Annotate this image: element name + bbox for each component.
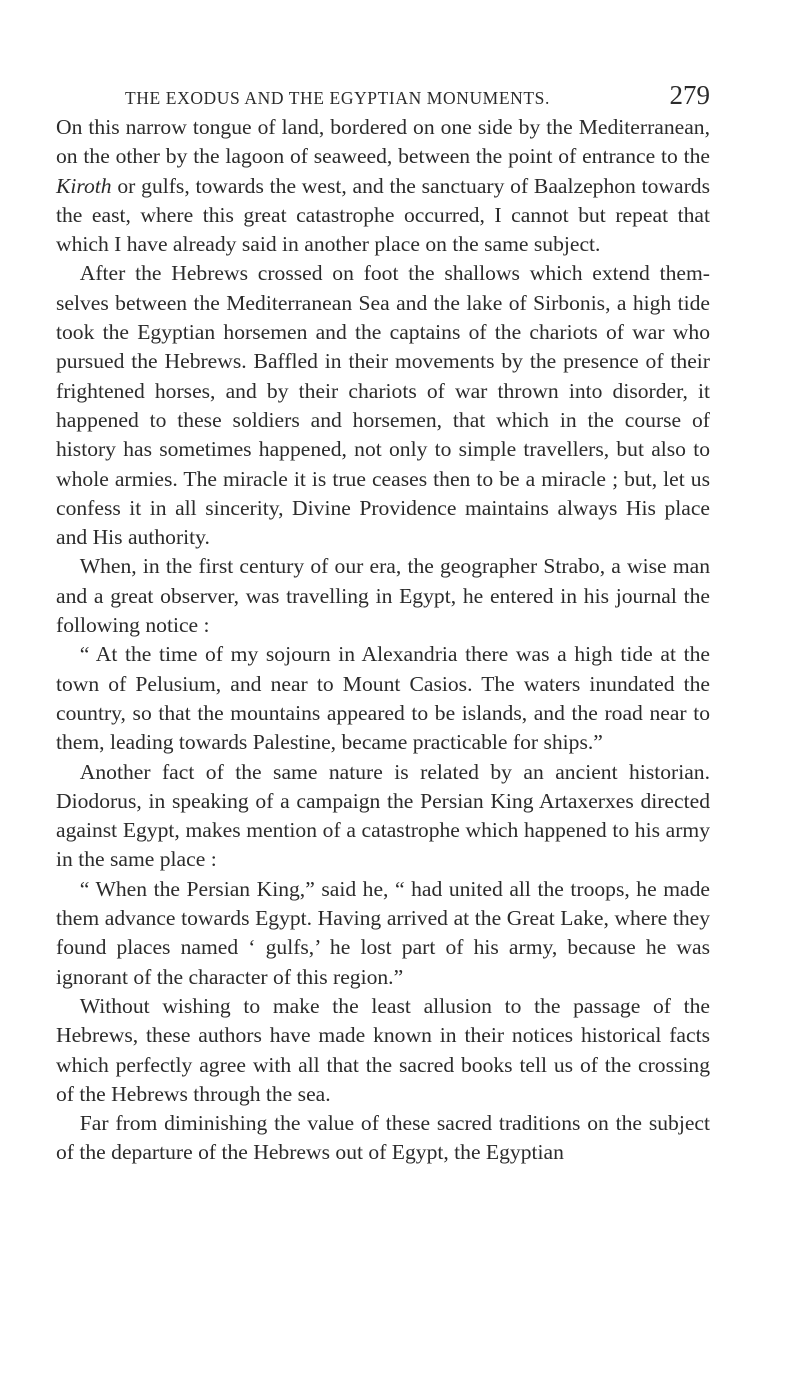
paragraph-4-quotation-strabo: “ At the time of my sojourn in Alexandria there was a high tide at the town of Pelusium, and near to Mount Casios. The waters inundated the country, so that the mountains appeared to be islands, and the road near to them, leading towards Palestine, became practicable for ships.” [56,642,710,755]
paragraph-2: After the Hebrews crossed on foot the shallows which extend themselves between the Mediterranean Sea and the lake of Sirbonis, a high tide took the Egyptian horsemen and the captains of the chariots of war who pursued the Hebrews. Baffled in their movements by the presence of their frightened horses, and by their chariots of war thrown into disorder, it happened to these soldiers and horsemen, that which in the course of history has sometimes happened, not only to simple travellers, but also to whole armies. The miracle it is true ceases then to be a miracle ; but, let us confess it in all sincerity, Divine Providence maintains always His place and His authority. [56,261,710,550]
body-text [56,113,710,1168]
running-head-title: THE EXODUS AND THE EGYPTIAN MONUMENTS. [125,88,550,108]
paragraph-3: When, in the first century of our era, the geographer Strabo, a wise man and a great observer, was travelling in Egypt, he entered in his journal the following notice : [56,554,710,638]
paragraph-1 [56,113,710,259]
paragraph-6-quotation-diodorus: “ When the Persian King,” said he, “ had united all the troops, he made them advance towards Egypt. Having arrived at the Great Lake, where they found places named ‘ gulfs,’ he lost part of his army, because he was ignorant of the character of this region.” [56,876,710,989]
running-head [125,80,710,116]
paragraph-8: Far from diminishing the value of these sacred traditions on the subject of the departure of the Hebrews out of Egypt, the Egyptian [56,1111,710,1165]
paragraph-1-text-before: On this narrow tongue of land, bordered on one side by the Mediterranean, on the other by the lagoon of seaweed, between the point of entrance to the [56,115,710,169]
paragraph-5: Another fact of the same nature is related by an ancient historian. Diodorus, in speaking of a campaign the Persian King Artaxerxes directed against Egypt, makes mention of a catastrophe which happened to his army in the same place : [56,759,710,872]
paragraph-7: Without wishing to make the least allusion to the passage of the Hebrews, these authors have made known in their notices historical facts which perfectly agree with all that the sacred books tell us of the crossing of the Hebrews through the sea. [56,993,710,1106]
paragraph-1-text-after: or gulfs, towards the west, and the sanctuary of Baalzephon towards the east, where this great catastrophe occurred, I cannot but repeat that which I have already said in another place on the same subject. [56,173,710,257]
page-number: 279 [669,80,710,110]
italic-term-kiroth: Kiroth [56,173,112,198]
